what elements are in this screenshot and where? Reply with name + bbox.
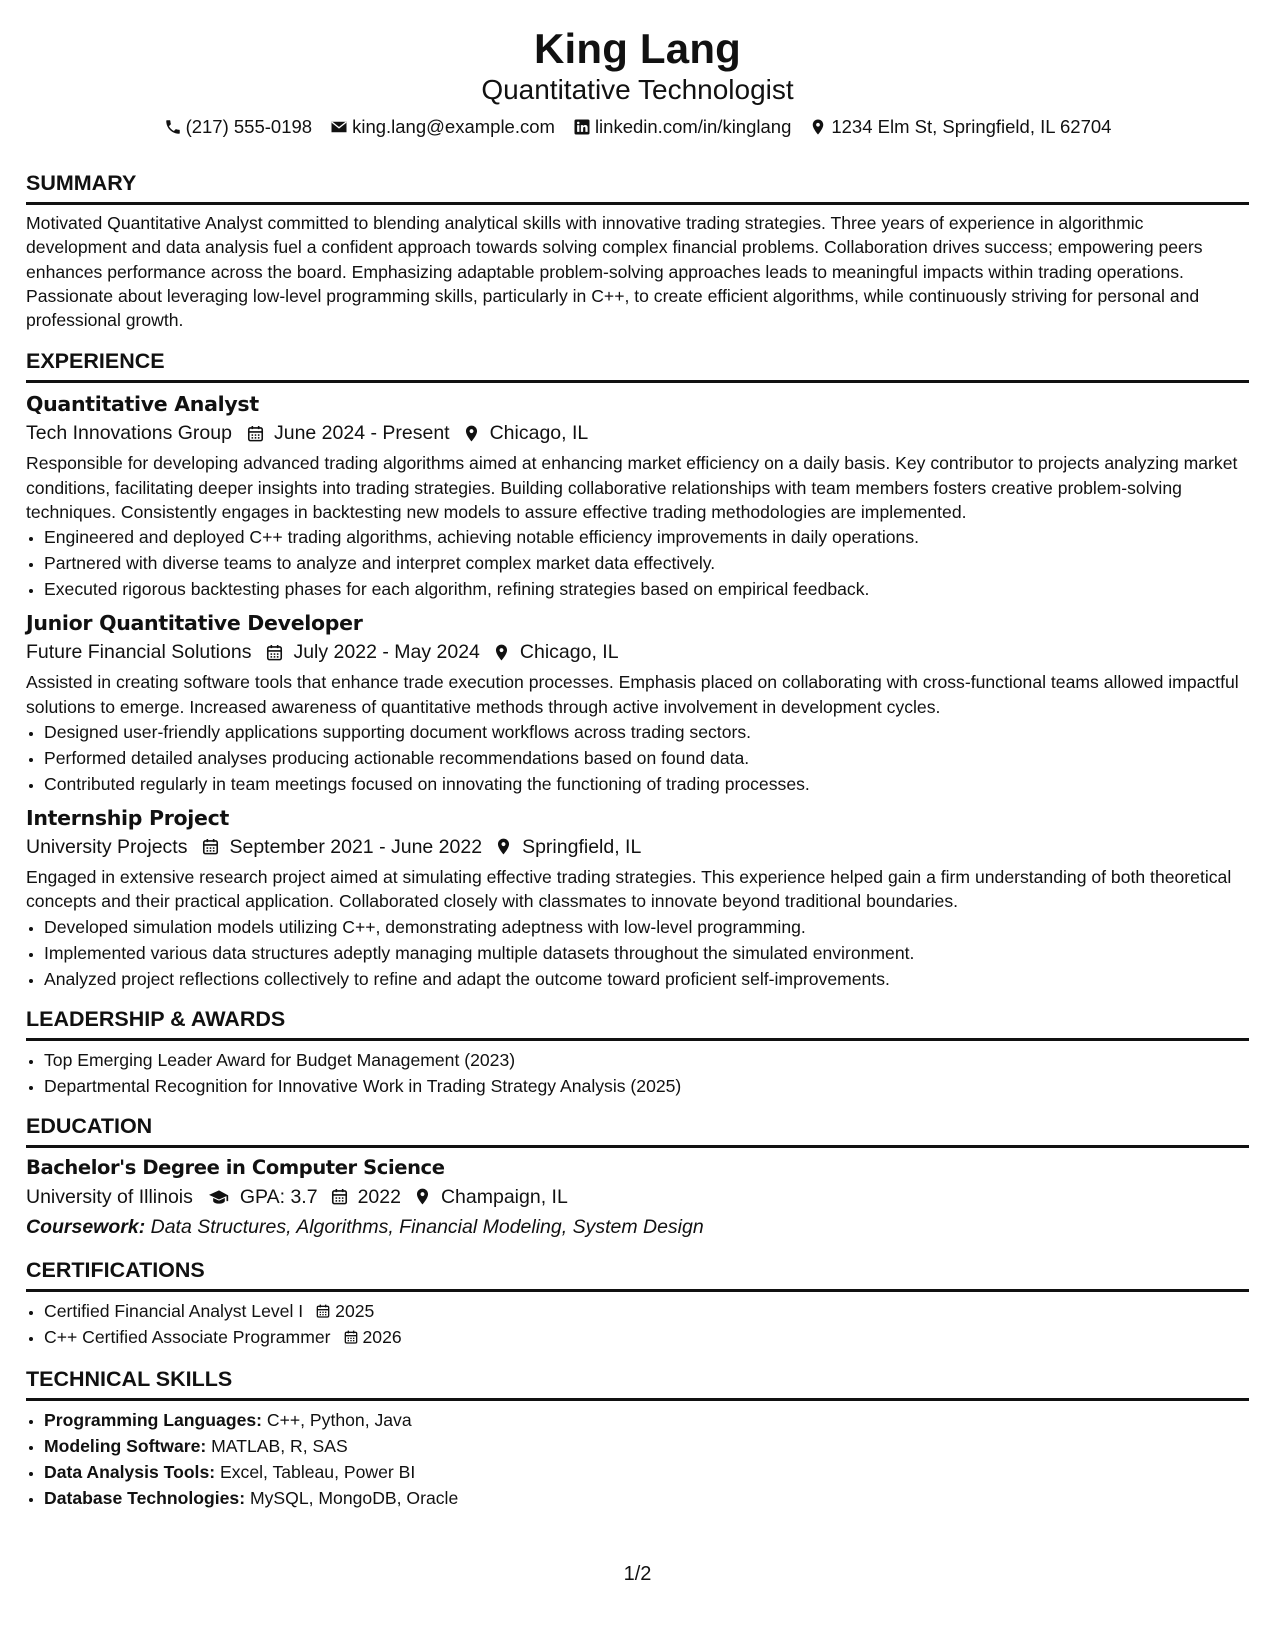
section-heading-leadership: LEADERSHIP & AWARDS — [26, 1006, 286, 1031]
skill-value: C++, Python, Java — [266, 1409, 412, 1430]
list-item: • Designed user-friendly applications supporting document workflows across trading sectors. — [44, 719, 1249, 745]
envelope-icon — [330, 118, 348, 136]
contact-phone[interactable] — [164, 114, 313, 140]
job-entry — [26, 805, 1249, 992]
experience-section — [26, 348, 1249, 991]
page-number: 1/2 — [623, 1563, 652, 1585]
job-bullets — [26, 914, 1249, 992]
section-heading-experience: EXPERIENCE — [26, 349, 165, 374]
phone-text: (217) 555-0198 — [185, 116, 313, 137]
list-item: • Top Emerging Leader Award for Budget Management (2023) — [44, 1047, 1249, 1073]
list-item: • Executed rigorous backtesting phases for each algorithm, refining strategies based on empirical feedback. — [44, 576, 1249, 602]
job-meta — [26, 419, 1249, 447]
section-divider — [26, 1038, 1249, 1041]
calendar-icon — [246, 424, 265, 443]
job-dates: July 2022 - May 2024 — [293, 641, 480, 664]
skill-value: Excel, Tableau, Power BI — [219, 1461, 416, 1482]
candidate-title: Quantitative Technologist — [481, 74, 794, 105]
calendar-icon — [315, 1303, 331, 1319]
job-title: Internship Project — [26, 805, 229, 830]
list-item — [44, 1485, 1249, 1511]
certifications-section — [26, 1257, 1249, 1350]
calendar-icon — [201, 837, 220, 856]
list-item — [44, 1298, 1249, 1324]
job-description: Assisted in creating software tools that enhance trade execution processes. Emphasis placed on collaborating with cross-functional teams allowed impactful solutions to emerge. Increased awareness of quantitative methods through active involvement in development cycles. — [26, 672, 1239, 717]
education-section — [26, 1113, 1249, 1241]
awards-list — [26, 1047, 1249, 1099]
skill-label: Data Analysis Tools: — [44, 1461, 216, 1482]
job-company: Future Financial Solutions — [26, 641, 252, 664]
map-pin-icon — [809, 118, 827, 136]
job-title: Junior Quantitative Developer — [26, 611, 363, 636]
section-heading-summary: SUMMARY — [26, 171, 137, 195]
cert-year: 2025 — [335, 1300, 375, 1321]
calendar-icon — [343, 1329, 359, 1345]
job-description: Engaged in extensive research project aimed at simulating effective trading strategies. This experience helped gain a firm understanding of both theoretical concepts and their practical application. Collaborated closely with classmates to innovate beyond traditional boundaries. — [26, 866, 1232, 912]
graduation-year: 2022 — [357, 1185, 401, 1208]
map-pin-icon — [494, 837, 513, 856]
job-company: Tech Innovations Group — [26, 422, 232, 445]
skills-section — [26, 1366, 1249, 1511]
skill-value: MySQL, MongoDB, Oracle — [249, 1487, 459, 1508]
linkedin-text: linkedin.com/in/kinglang — [594, 116, 792, 137]
skills-list — [26, 1407, 1249, 1511]
list-item — [44, 1407, 1249, 1433]
skill-value: MATLAB, R, SAS — [211, 1435, 348, 1456]
list-item — [44, 1433, 1249, 1459]
section-divider — [26, 202, 1249, 205]
job-company: University Projects — [26, 835, 188, 858]
job-meta — [26, 638, 1249, 666]
skill-label: Programming Languages: — [44, 1409, 262, 1430]
section-heading-education: EDUCATION — [26, 1113, 153, 1138]
job-meta — [26, 833, 1249, 861]
list-item: • Developed simulation models utilizing C++, demonstrating adeptness with low-level programming. — [44, 914, 1249, 940]
school-location: Champaign, IL — [440, 1185, 568, 1208]
list-item — [44, 1459, 1249, 1485]
coursework-label: Coursework: — [26, 1215, 146, 1238]
job-location: Chicago, IL — [519, 641, 619, 664]
summary-text: Motivated Quantitative Analyst committed to blending analytical skills with innovative trading strategies. Three years of experience in algorithmic development and data analysis fuel a confident approach towards solving complex financial problems. Collaboration drives success; empowering peers enhances performance across the board. Emphasizing adaptable problem-solving approaches leads to meaningful impacts within trading operations. Passionate about leveraging low-level programming skills, particularly in C++, to create efficient algorithms, while continuously striving for personal and professional growth. — [26, 213, 1203, 331]
contact-linkedin[interactable] — [573, 114, 791, 140]
map-pin-icon — [492, 643, 511, 662]
job-bullets — [26, 719, 1249, 797]
job-title: Quantitative Analyst — [26, 392, 259, 417]
job-location: Springfield, IL — [522, 835, 642, 858]
resume-page — [26, 0, 1249, 1650]
coursework-list: Data Structures, Algorithms, Financial Modeling, System Design — [150, 1215, 704, 1238]
cert-name: • C++ Certified Associate Programmer — [44, 1326, 331, 1347]
section-heading-certifications: CERTIFICATIONS — [26, 1257, 205, 1282]
list-item: • Contributed regularly in team meetings focused on innovating the functioning of trading processes. — [44, 771, 1249, 797]
job-entry — [26, 610, 1249, 797]
skill-label: Modeling Software: — [44, 1435, 207, 1456]
section-heading-skills: TECHNICAL SKILLS — [26, 1366, 233, 1391]
section-divider — [26, 1398, 1249, 1401]
section-divider — [26, 1289, 1249, 1292]
cert-list — [26, 1298, 1249, 1350]
education-meta — [26, 1183, 1249, 1211]
list-item: • Partnered with diverse teams to analyze and interpret complex market data effectively. — [44, 550, 1249, 576]
job-entry — [26, 391, 1249, 602]
phone-icon — [164, 118, 182, 136]
job-dates: June 2024 - Present — [273, 422, 450, 445]
leadership-section — [26, 1006, 1249, 1099]
contact-bar — [26, 114, 1249, 140]
calendar-icon — [265, 643, 284, 662]
school-name: University of Illinois — [26, 1185, 193, 1208]
skill-label: Database Technologies: — [44, 1487, 246, 1508]
map-pin-icon — [413, 1187, 432, 1206]
list-item — [44, 1324, 1249, 1350]
cert-name: • Certified Financial Analyst Level I — [44, 1300, 304, 1321]
linkedin-icon — [573, 118, 591, 136]
summary-section — [26, 170, 1249, 332]
list-item: • Departmental Recognition for Innovative Work in Trading Strategy Analysis (2025) — [44, 1073, 1249, 1099]
candidate-name: King Lang — [533, 25, 742, 72]
contact-email[interactable] — [330, 114, 555, 140]
graduation-cap-icon — [207, 1187, 231, 1207]
coursework — [26, 1213, 1249, 1241]
cert-year: 2026 — [362, 1326, 402, 1347]
map-pin-icon — [462, 424, 481, 443]
job-description: Responsible for developing advanced trading algorithms aimed at enhancing market efficiency on a daily basis. Key contributor to projects analyzing market conditions, facilitating deeper insights into trading strategies. Building collaborative relationships with team members fosters creative problem-solving techniques. Consistently engages in backtesting new models to assure effective trading methodologies are implemented. — [26, 453, 1238, 523]
job-bullets — [26, 524, 1249, 602]
job-dates: September 2021 - June 2022 — [229, 835, 483, 858]
email-text: king.lang@example.com — [352, 116, 555, 137]
list-item: • Implemented various data structures adeptly managing multiple datasets throughout the simulated environment. — [44, 940, 1249, 966]
degree-title: Bachelor's Degree in Computer Science — [26, 1155, 445, 1179]
section-divider — [26, 1145, 1249, 1148]
section-divider — [26, 380, 1249, 383]
address-text: 1234 Elm St, Springfield, IL 62704 — [831, 116, 1112, 137]
calendar-icon — [330, 1187, 349, 1206]
list-item: • Performed detailed analyses producing actionable recommendations based on found data. — [44, 745, 1249, 771]
list-item: • Analyzed project reflections collectively to refine and adapt the outcome toward proficient self-improvements. — [44, 966, 1249, 992]
gpa: GPA: 3.7 — [239, 1185, 318, 1208]
list-item: • Engineered and deployed C++ trading algorithms, achieving notable efficiency improvements in daily operations. — [44, 524, 1249, 550]
job-location: Chicago, IL — [489, 422, 589, 445]
contact-address — [809, 114, 1111, 140]
